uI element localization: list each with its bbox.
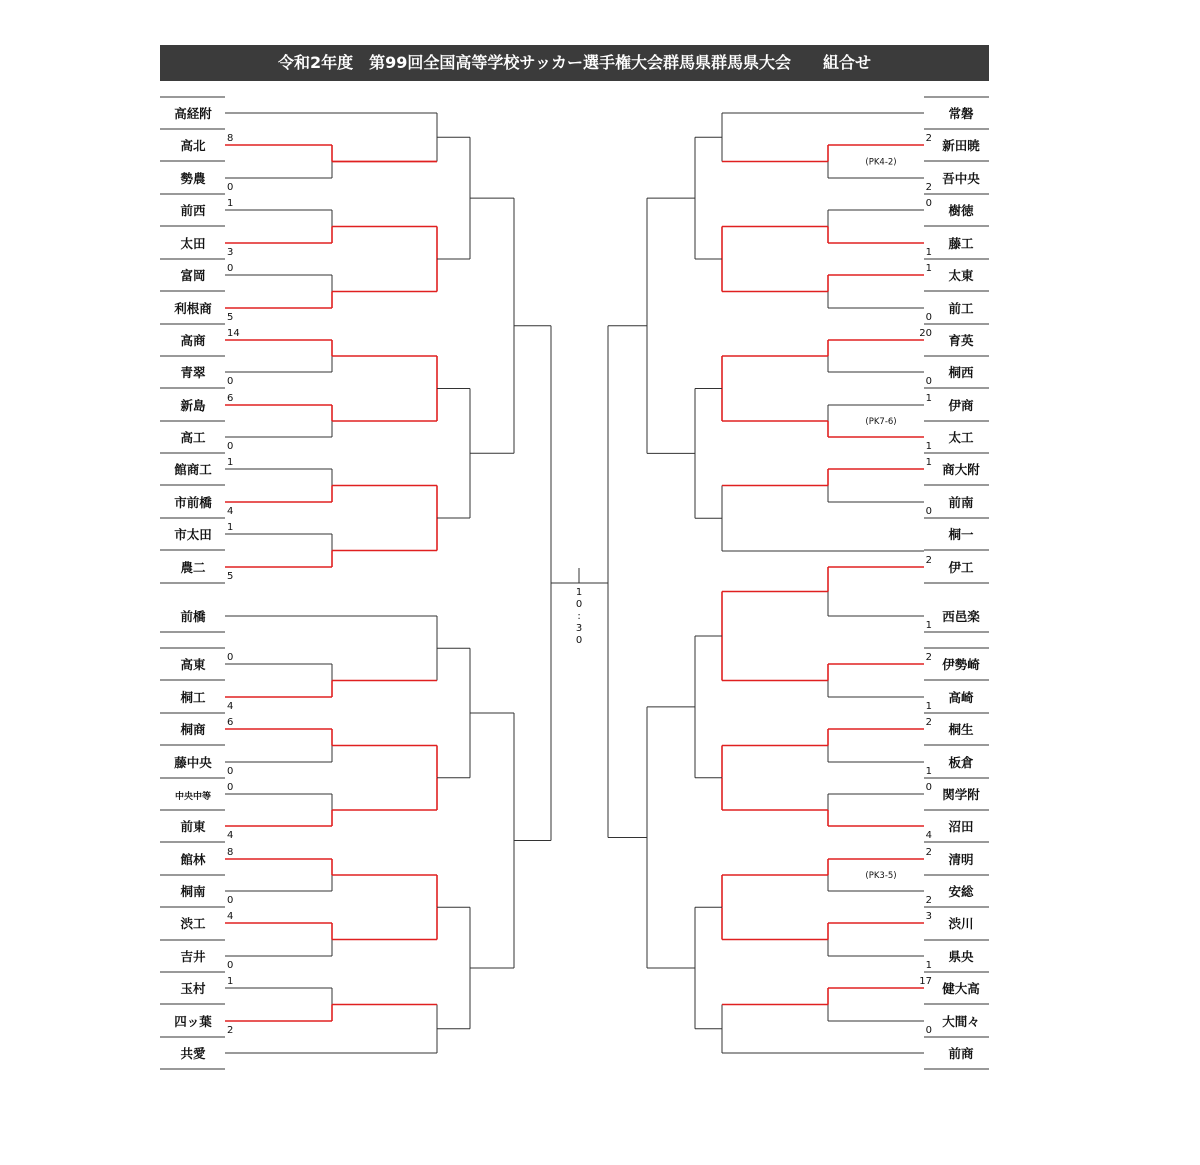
right-score: 2: [925, 555, 932, 566]
right-team-name: 藤工: [948, 236, 974, 251]
left-team-name: 農二: [180, 560, 206, 575]
right-score: 1: [925, 247, 932, 258]
right-team-name: 桐一: [948, 527, 974, 542]
left-team-name: 富岡: [180, 268, 206, 283]
right-score: 2: [925, 133, 932, 144]
right-team-name: 育英: [948, 333, 974, 348]
right-team-name: 清明: [948, 852, 974, 867]
left-score: 3: [227, 247, 234, 258]
right-score: 1: [925, 620, 932, 631]
right-score: 0: [925, 1025, 932, 1036]
left-score: 0: [227, 652, 234, 663]
left-score: 6: [227, 717, 234, 728]
final-time-char: 3: [575, 623, 583, 634]
right-team-name: 沼田: [948, 819, 974, 834]
left-team-name: 前西: [180, 203, 206, 218]
right-team-name: 西邑楽: [942, 609, 980, 624]
right-team-name: 渋川: [948, 916, 974, 931]
bracket-title: 令和2年度 第99回全国高等学校サッカー選手権大会群馬県群馬県大会 組合せ: [160, 45, 989, 81]
right-team-name: 県央: [948, 949, 974, 964]
right-score: 1: [925, 766, 932, 777]
left-score: 14: [227, 328, 240, 339]
right-score: 17: [919, 976, 932, 987]
right-score: 1: [925, 457, 932, 468]
left-team-name: 桐南: [180, 884, 206, 899]
right-team-name: 樹徳: [948, 203, 974, 218]
left-team-name: 四ッ葉: [174, 1014, 212, 1029]
left-team-name: 共愛: [180, 1046, 206, 1061]
left-score: 8: [227, 847, 234, 858]
right-score: 1: [925, 393, 932, 404]
right-team-name: 健大高: [942, 981, 980, 996]
left-team-name: 高工: [180, 430, 206, 445]
left-score: 6: [227, 393, 234, 404]
left-team-name: 市前橋: [174, 495, 212, 510]
right-team-name: 太工: [948, 430, 974, 445]
right-team-name: 新田暁: [942, 138, 980, 153]
right-score: 0: [925, 376, 932, 387]
left-score: 1: [227, 198, 234, 209]
right-score: 0: [925, 312, 932, 323]
left-score: 5: [227, 571, 234, 582]
final-time-char: 0: [575, 599, 583, 610]
right-score: 1: [925, 441, 932, 452]
left-team-name: 高商: [180, 333, 206, 348]
right-team-name: 伊工: [948, 560, 974, 575]
left-score: 0: [227, 766, 234, 777]
right-team-name: 桐西: [948, 365, 974, 380]
right-score: 20: [919, 328, 932, 339]
left-team-name: 前東: [180, 819, 206, 834]
right-team-name: 太東: [948, 268, 974, 283]
left-score: 0: [227, 182, 234, 193]
left-score: 4: [227, 506, 234, 517]
left-score: 1: [227, 457, 234, 468]
left-team-name: 吉井: [180, 949, 206, 964]
right-team-name: 板倉: [948, 755, 974, 770]
left-team-name: 中央中等: [174, 792, 212, 802]
left-team-name: 玉村: [180, 981, 206, 996]
right-score: 3: [925, 911, 932, 922]
right-score: 0: [925, 782, 932, 793]
left-team-name: 藤中央: [174, 755, 212, 770]
right-team-name: 商大附: [942, 462, 980, 477]
left-team-name: 前橋: [180, 609, 206, 624]
left-team-name: 太田: [180, 236, 206, 251]
left-score: 8: [227, 133, 234, 144]
right-team-name: 安総: [948, 884, 974, 899]
right-score: 1: [925, 263, 932, 274]
left-score: 4: [227, 830, 234, 841]
left-team-name: 新島: [180, 398, 206, 413]
left-team-name: 高北: [180, 138, 206, 153]
right-score: 2: [925, 895, 932, 906]
right-score: 4: [925, 830, 932, 841]
left-team-name: 市太田: [174, 527, 212, 542]
left-team-name: 渋工: [180, 916, 206, 931]
right-pk-result: (PK3-5): [865, 871, 897, 881]
right-team-name: 前南: [948, 495, 974, 510]
left-score: 0: [227, 782, 234, 793]
right-pk-result: (PK4-2): [865, 157, 897, 168]
left-team-name: 高経附: [174, 106, 212, 121]
left-score: 4: [227, 701, 234, 712]
left-score: 1: [227, 522, 234, 533]
left-team-name: 館商工: [174, 462, 212, 477]
right-team-name: 常磐: [948, 106, 974, 121]
left-team-name: 桐工: [180, 690, 206, 705]
right-score: 2: [925, 847, 932, 858]
left-score: 0: [227, 960, 234, 971]
left-score: 0: [227, 376, 234, 387]
final-time-char: :: [577, 611, 581, 622]
right-team-name: 大間々: [942, 1014, 980, 1029]
left-team-name: 館林: [180, 852, 206, 867]
right-score: 0: [925, 198, 932, 209]
final-time-char: 1: [575, 587, 583, 598]
final-time-char: 0: [575, 635, 583, 646]
left-team-name: 高東: [180, 657, 206, 672]
right-score: 0: [925, 506, 932, 517]
left-team-name: 青翠: [180, 365, 206, 380]
left-score: 0: [227, 263, 234, 274]
right-team-name: 前工: [948, 301, 974, 316]
right-team-name: 桐生: [948, 722, 974, 737]
right-team-name: 高崎: [948, 690, 974, 705]
left-score: 0: [227, 441, 234, 452]
right-score: 1: [925, 701, 932, 712]
left-team-name: 勢農: [180, 171, 206, 186]
right-team-name: 前商: [948, 1046, 974, 1061]
left-score: 1: [227, 976, 234, 987]
left-team-name: 桐商: [180, 722, 206, 737]
left-score: 2: [227, 1025, 234, 1036]
left-score: 0: [227, 895, 234, 906]
right-team-name: 伊商: [948, 398, 974, 413]
right-score: 1: [925, 960, 932, 971]
right-team-name: 吾中央: [942, 171, 980, 186]
right-pk-result: (PK7-6): [865, 417, 897, 427]
left-team-name: 利根商: [174, 301, 212, 316]
right-team-name: 関学附: [942, 787, 980, 802]
left-score: 5: [227, 312, 234, 323]
right-team-name: 伊勢崎: [942, 657, 980, 672]
right-score: 2: [925, 652, 932, 663]
right-score: 2: [925, 717, 932, 728]
left-score: 4: [227, 911, 234, 922]
right-score: 2: [925, 182, 932, 193]
